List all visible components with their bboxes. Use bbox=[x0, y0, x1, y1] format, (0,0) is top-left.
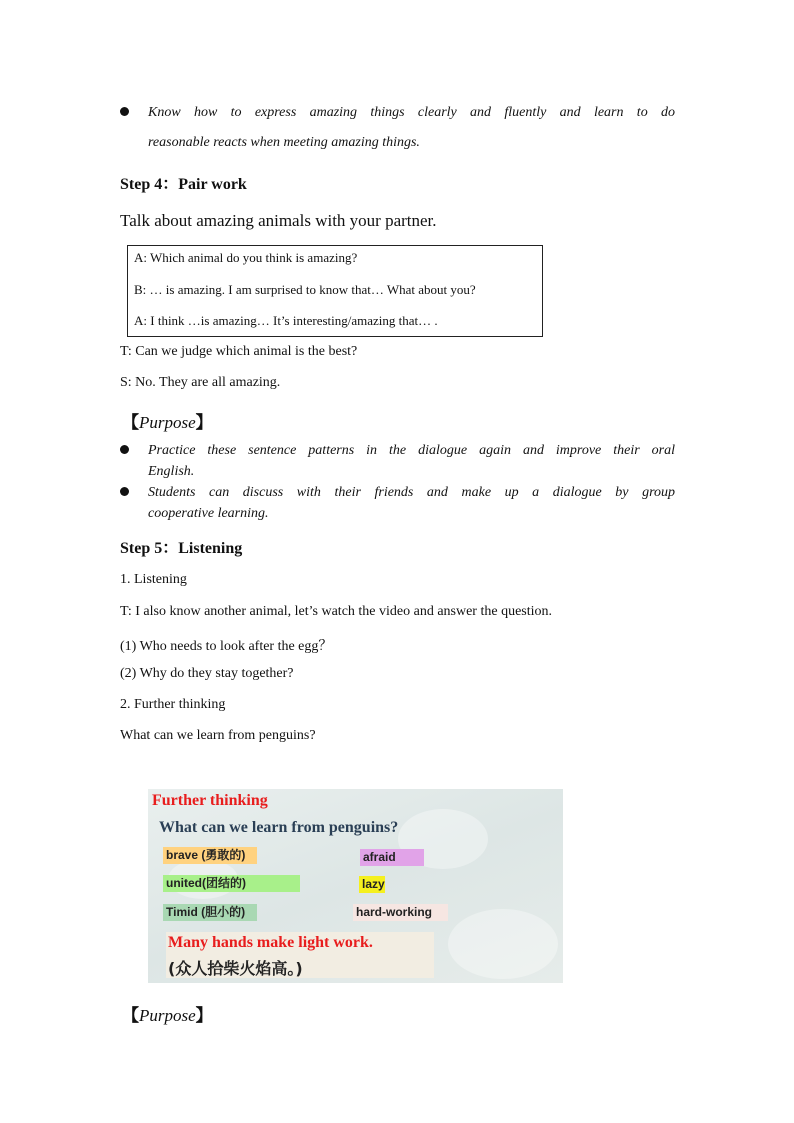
bracket-open: 【 bbox=[122, 1006, 139, 1025]
objective-bullet bbox=[120, 102, 675, 123]
further-thinking-slide bbox=[148, 789, 563, 983]
purpose-label-1 bbox=[122, 408, 213, 433]
step5-question-1: (1) Who needs to look after the egg？ bbox=[120, 639, 333, 654]
proverb-chinese: (众人拾柴火焰高。) bbox=[168, 959, 303, 978]
bullet-dot-icon bbox=[120, 445, 129, 454]
step5-teacher-line: T: I also know another animal, let’s watch the video and answer the question. bbox=[120, 604, 553, 619]
chip-afraid: afraid bbox=[360, 849, 424, 866]
bullet-dot-icon bbox=[120, 487, 129, 496]
step5-heading: Step 5：Listening bbox=[120, 540, 243, 557]
purpose-bullet-2-line-1: Students can discuss with their friends and make up a dialogue by group bbox=[148, 485, 675, 500]
chip-brave: brave (勇敢的) bbox=[163, 847, 257, 864]
dialogue-line-3: A: I think …is amazing… It’s interesting/amazing that… . bbox=[134, 313, 438, 328]
purpose-text: Purpose bbox=[139, 413, 196, 432]
chip-united: united(团结的) bbox=[163, 875, 300, 892]
objective-line-1: Know how to express amazing things clearly and fluently and learn to do bbox=[148, 105, 675, 120]
step5-item-2: 2. Further thinking bbox=[120, 697, 226, 712]
step5-question-2: (2) Why do they stay together? bbox=[120, 666, 294, 681]
proverb-english: Many hands make light work. bbox=[168, 934, 373, 951]
purpose-bullet-2 bbox=[120, 482, 675, 524]
step5-question: What can we learn from penguins? bbox=[120, 728, 316, 743]
chip-timid: Timid (胆小的) bbox=[163, 904, 257, 921]
dialogue-line-1: A: Which animal do you think is amazing? bbox=[134, 250, 358, 265]
purpose-bullet-1-line-2: English. bbox=[148, 464, 195, 479]
bracket-close: 】 bbox=[195, 413, 213, 432]
bullet-dot-icon bbox=[120, 107, 129, 116]
step4-instruction: Talk about amazing animals with your partner. bbox=[120, 211, 437, 230]
dialogue-line-2: B: … is amazing. I am surprised to know that… What about you? bbox=[134, 282, 476, 297]
dialogue-box bbox=[127, 245, 543, 337]
purpose-text: Purpose bbox=[139, 1006, 196, 1025]
teacher-line: T: Can we judge which animal is the best? bbox=[120, 344, 358, 359]
purpose-bullet-2-line-2: cooperative learning. bbox=[148, 506, 269, 521]
step5-item-1: 1. Listening bbox=[120, 572, 187, 587]
chip-lazy: lazy bbox=[359, 876, 385, 893]
chip-hard-working: hard-working bbox=[353, 904, 448, 921]
purpose-bullet-1 bbox=[120, 440, 675, 482]
slide-question: What can we learn from penguins? bbox=[159, 819, 399, 836]
bracket-close: 】 bbox=[195, 1006, 213, 1025]
purpose-label-2 bbox=[122, 1001, 213, 1026]
step4-heading: Step 4：Pair work bbox=[120, 176, 247, 193]
student-line: S: No. They are all amazing. bbox=[120, 375, 281, 390]
slide-title: Further thinking bbox=[152, 792, 268, 809]
purpose-bullet-1-line-1: Practice these sentence patterns in the dialogue again and improve their oral bbox=[148, 443, 675, 458]
objective-line-2: reasonable reacts when meeting amazing things. bbox=[148, 135, 420, 150]
bracket-open: 【 bbox=[122, 413, 139, 432]
